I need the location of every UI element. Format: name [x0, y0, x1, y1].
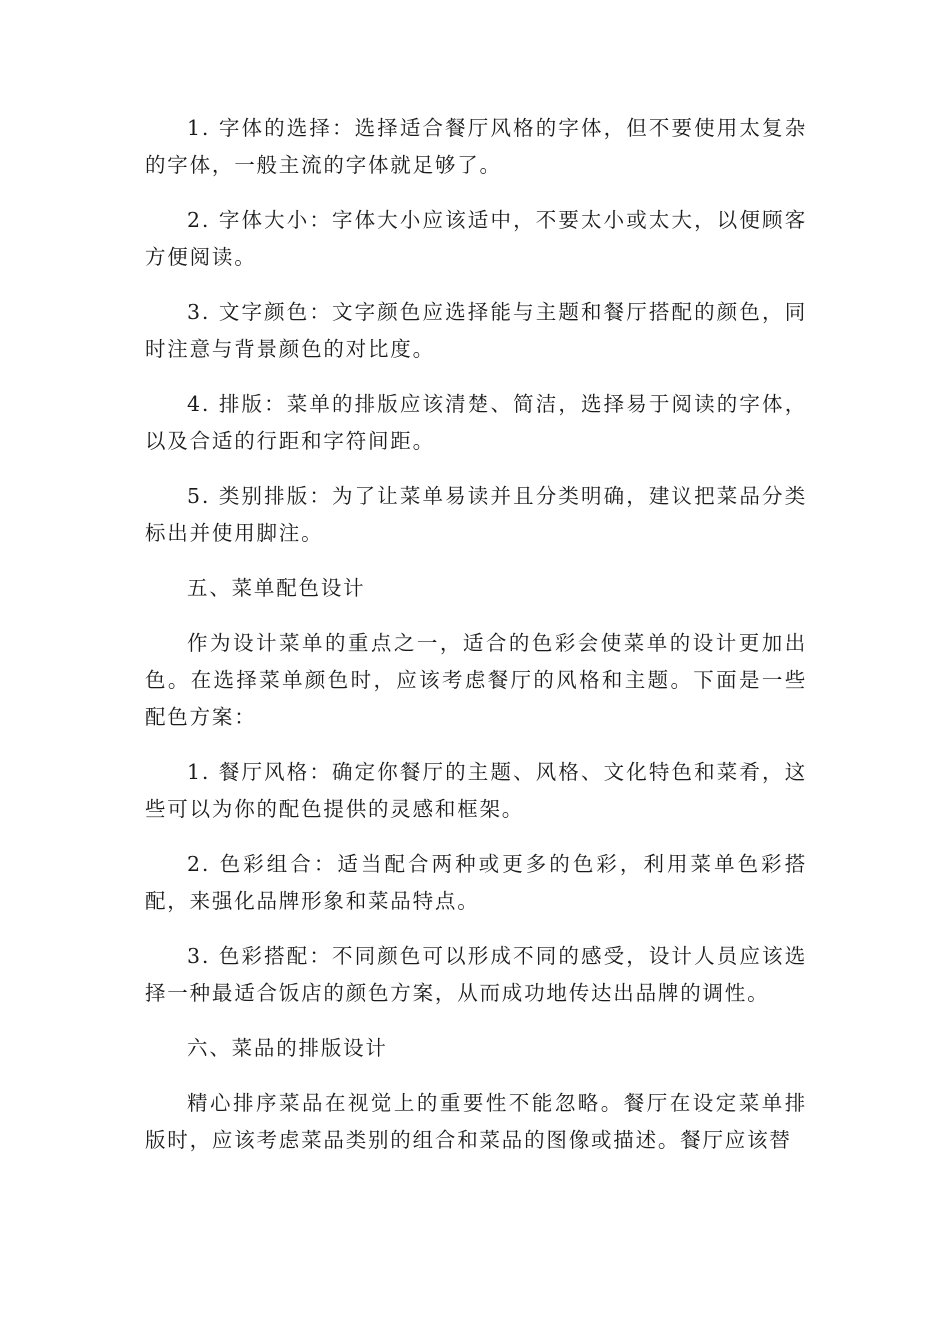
section-heading-color-design: 五、菜单配色设计 [187, 576, 366, 600]
list-item-restaurant-style: 1. 餐厅风格：确定你餐厅的主题、风格、文化特色和菜肴，这些可以为你的配色提供的灵感和框架。 [145, 760, 807, 821]
section-heading-dish-layout: 六、菜品的排版设计 [187, 1036, 388, 1060]
list-item-font-size: 2. 字体大小：字体大小应该适中，不要太小或太大，以便顾客方便阅读。 [145, 208, 807, 269]
list-item-category-layout: 5. 类别排版：为了让菜单易读并且分类明确，建议把菜品分类标出并使用脚注。 [145, 484, 807, 545]
list-item-layout: 4. 排版：菜单的排版应该清楚、简洁，选择易于阅读的字体，以及合适的行距和字符间距。 [145, 392, 807, 453]
list-item-text-color: 3. 文字颜色：文字颜色应选择能与主题和餐厅搭配的颜色，同时注意与背景颜色的对比度。 [145, 300, 807, 361]
paragraph-dish-layout-intro: 精心排序菜品在视觉上的重要性不能忽略。餐厅在设定菜单排版时，应该考虑菜品类别的组合和菜品的图像或描述。餐厅应该替 [145, 1091, 807, 1152]
document-body [145, 110, 807, 1177]
list-item-color-matching: 3. 色彩搭配：不同颜色可以形成不同的感受，设计人员应该选择一种最适合饭店的颜色方案，从而成功地传达出品牌的调性。 [145, 944, 807, 1005]
list-item-font-choice: 1. 字体的选择：选择适合餐厅风格的字体，但不要使用太复杂的字体，一般主流的字体就足够了。 [145, 116, 807, 177]
list-item-color-combo: 2. 色彩组合：适当配合两种或更多的色彩，利用菜单色彩搭配，来强化品牌形象和菜品特点。 [145, 852, 807, 913]
paragraph-color-intro: 作为设计菜单的重点之一，适合的色彩会使菜单的设计更加出色。在选择菜单颜色时，应该考虑餐厅的风格和主题。下面是一些配色方案： [145, 631, 807, 729]
